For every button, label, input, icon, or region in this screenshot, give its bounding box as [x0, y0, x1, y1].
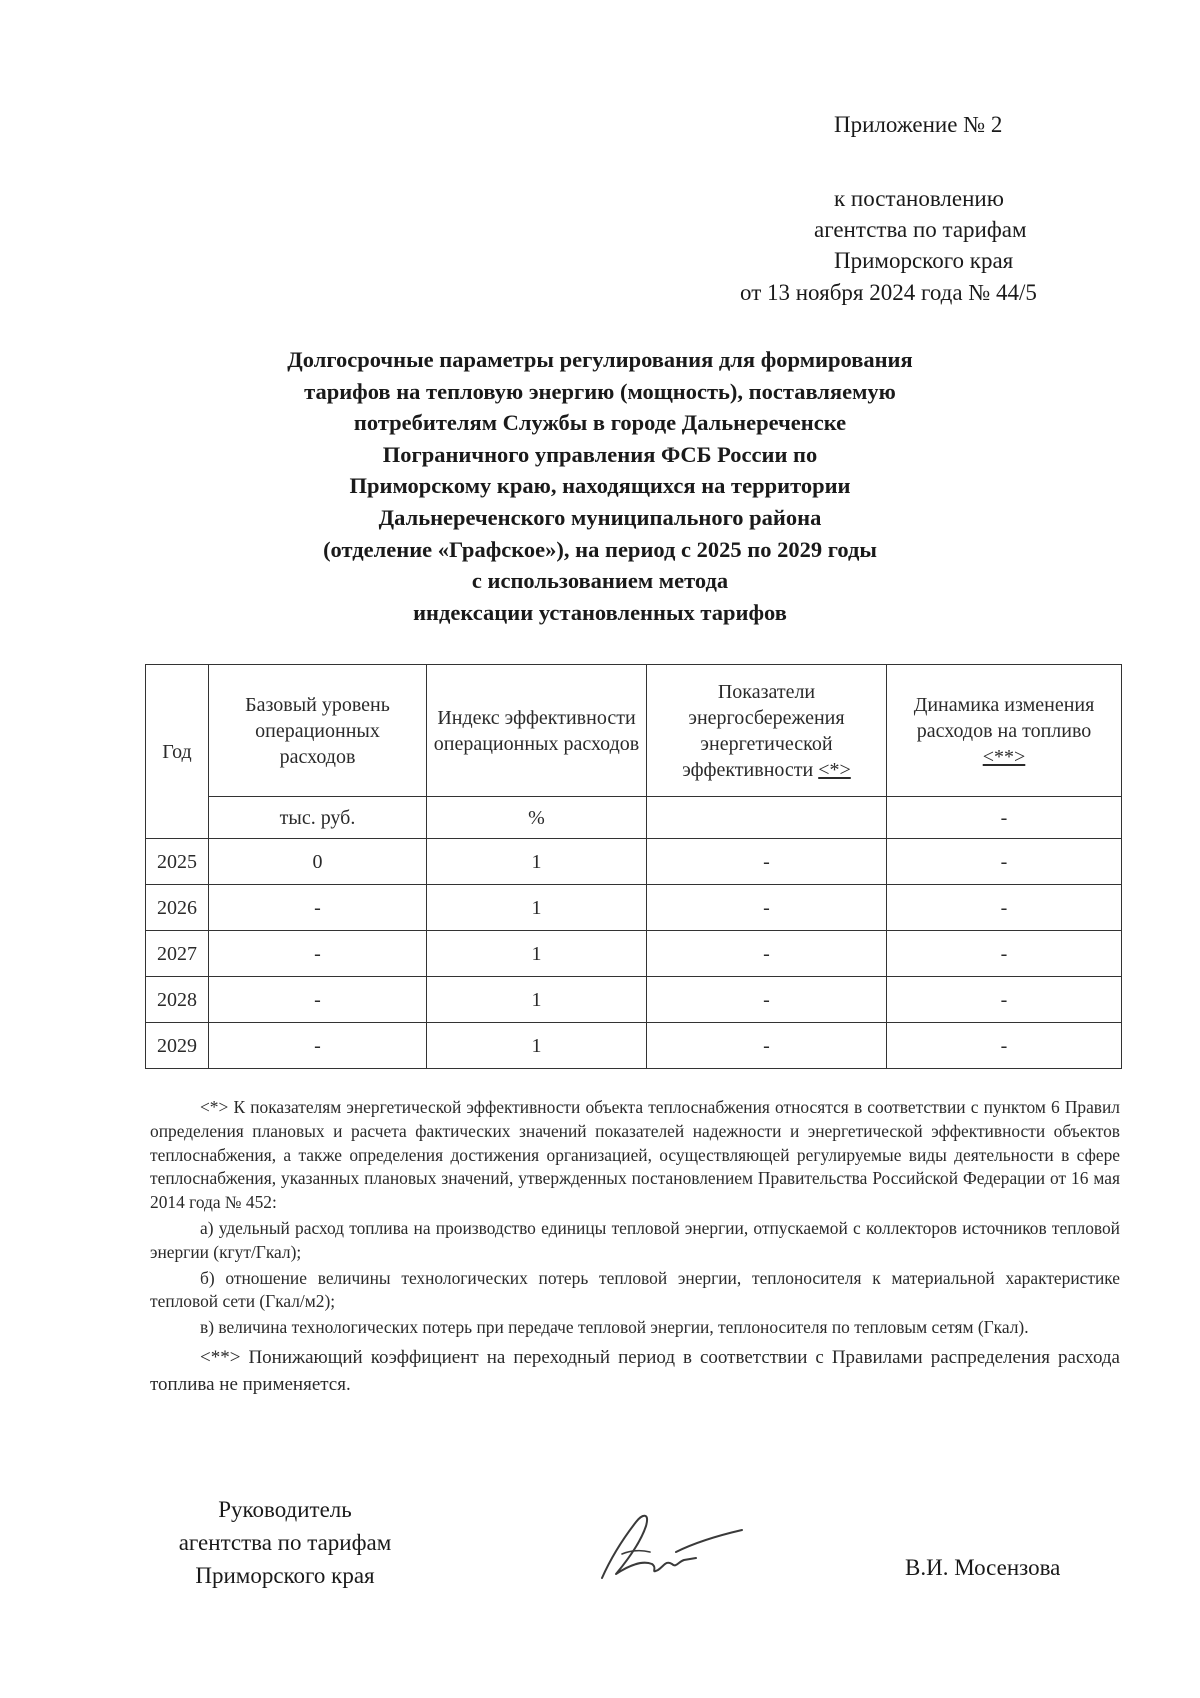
parameters-table: [145, 664, 1122, 1069]
table-units-row: [146, 797, 1122, 839]
table-header-row: [146, 665, 1122, 797]
cell-fuel: -: [887, 1023, 1122, 1069]
unit-fuel: -: [887, 797, 1122, 839]
header-base-level: Базовый уровень операционных расходов: [209, 665, 427, 797]
header-energy-saving-text: Показатели энергосбережения энергетической эффективности: [682, 680, 845, 781]
cell-year: 2027: [146, 931, 209, 977]
cell-fuel: -: [887, 885, 1122, 931]
cell-fuel: -: [887, 931, 1122, 977]
annex-date: от 13 ноября 2024 года № 44/5: [740, 280, 1037, 305]
cell-energy: -: [647, 1023, 887, 1069]
cell-index: 1: [427, 885, 647, 931]
footnote-item-c: в) величина технологических потерь при передаче тепловой энергии, теплоносителя по тепловым сетям (Гкал).: [200, 1317, 1029, 1338]
cell-index: 1: [427, 839, 647, 885]
cell-year: 2029: [146, 1023, 209, 1069]
signatory-name: В.И. Мосензова: [905, 1555, 1061, 1580]
annex-to: к постановлению: [834, 186, 1004, 211]
table-row: [146, 931, 1122, 977]
footnote-item-a: а) удельный расход топлива на производство единицы тепловой энергии, отпускаемой с коллекторов источников тепловой энергии (кгут/Гкал);: [150, 1217, 1120, 1262]
cell-index: 1: [427, 931, 647, 977]
footnotes: [150, 1096, 1120, 1400]
title-line: потребителям Службы в городе Дальнереченске: [353, 410, 847, 436]
table-row: [146, 977, 1122, 1023]
title-line: индексации установленных тарифов: [413, 599, 787, 625]
cell-base: 0: [209, 839, 427, 885]
document-title: [130, 344, 1070, 628]
title-line: Пограничного управления ФСБ России по: [382, 441, 818, 467]
header-fuel-dynamics: [887, 665, 1122, 797]
footnote-item-b: б) отношение величины технологических потерь тепловой энергии, теплоносителя к материальной характеристике тепловой сети (Гкал/м2);: [150, 1267, 1120, 1312]
title-line: Приморскому краю, находящихся на территории: [349, 473, 851, 499]
annex-agency: агентства по тарифам: [814, 217, 1027, 242]
cell-year: 2028: [146, 977, 209, 1023]
title-line: Долгосрочные параметры регулирования для формирования: [287, 347, 913, 372]
footnote-ref-double-star[interactable]: <**>: [982, 745, 1026, 768]
cell-base: -: [209, 885, 427, 931]
cell-energy: -: [647, 931, 887, 977]
header-efficiency-index: Индекс эффективности операционных расходов: [427, 665, 647, 797]
cell-base: -: [209, 931, 427, 977]
signatory-line: агентства по тарифам: [178, 1530, 392, 1555]
footnote-double-star: <**> Понижающий коэффициент на переходный период в соответствии с Правилами распределения расхода топлива не применяется.: [150, 1346, 1120, 1395]
cell-energy: -: [647, 977, 887, 1023]
signatory-line: Руководитель: [218, 1497, 352, 1522]
footnote-ref-star[interactable]: <*>: [818, 758, 851, 781]
header-year: Год: [146, 665, 209, 839]
title-line: Дальнереченского муниципального района: [378, 504, 822, 530]
header-energy-saving: [647, 665, 887, 797]
table-row: [146, 839, 1122, 885]
table-row: [146, 1023, 1122, 1069]
cell-energy: -: [647, 885, 887, 931]
cell-energy: -: [647, 839, 887, 885]
signatory-position: [150, 1493, 420, 1592]
title-line: тарифов на тепловую энергию (мощность), поставляемую: [304, 378, 896, 404]
cell-fuel: -: [887, 977, 1122, 1023]
title-line: (отделение «Графское»), на период с 2025 по 2029 годы: [323, 536, 877, 562]
cell-fuel: -: [887, 839, 1122, 885]
table-row: [146, 885, 1122, 931]
handwritten-signature: [592, 1500, 752, 1590]
annex-title: Приложение № 2: [834, 112, 1003, 137]
footnote-star: <*> К показателям энергетической эффективности объекта теплоснабжения относятся в соответствии с пунктом 6 Правил определения плановых и расчета фактических значений показателей надежности и энергетической эффективности объектов теплоснабжения, а также определения достижения организацией, осуществляющей регулируемые виды деятельности в сфере теплоснабжения, указанных плановых значений, утвержденных постановлением Правительства Российской Федерации от 16 мая 2014 года № 452:: [150, 1097, 1120, 1213]
unit-base: тыс. руб.: [209, 797, 427, 839]
cell-index: 1: [427, 1023, 647, 1069]
title-line: с использованием метода: [471, 568, 729, 594]
cell-base: -: [209, 977, 427, 1023]
cell-year: 2025: [146, 839, 209, 885]
cell-base: -: [209, 1023, 427, 1069]
cell-year: 2026: [146, 885, 209, 931]
signatory-line: Приморского края: [195, 1563, 375, 1588]
annex-region: Приморского края: [834, 248, 1014, 273]
unit-index: %: [427, 797, 647, 839]
unit-energy: [647, 797, 887, 839]
cell-index: 1: [427, 977, 647, 1023]
header-fuel-dynamics-text: Динамика изменения расходов на топливо: [913, 693, 1095, 742]
